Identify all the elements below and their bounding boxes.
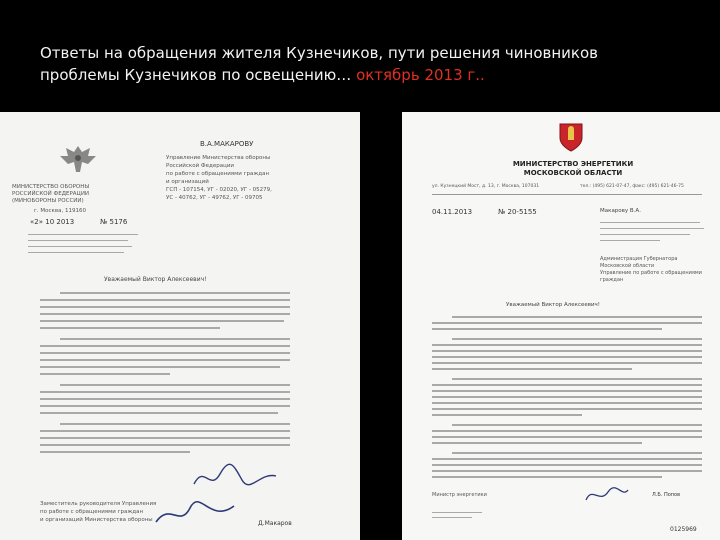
right-recipient-name: Макарову В.А. (600, 208, 641, 214)
slide-title-line2 (40, 64, 700, 86)
right-signature-scribble (582, 484, 632, 506)
slide-title-highlight: октябрь 2013 г.. (356, 66, 485, 84)
left-ref-line (28, 240, 128, 241)
left-ref-line (28, 234, 138, 235)
right-ministry-title (498, 160, 648, 178)
left-ref-number: № 5176 (100, 218, 128, 226)
left-sender-line: (МИНОБОРОНЫ РОССИИ) (12, 198, 84, 204)
left-signature-line: по работе с обращениями граждан (40, 509, 144, 515)
right-footer-line (432, 512, 482, 513)
right-governor-line: Московской области (600, 263, 655, 269)
moscow-region-coat-of-arms-icon (558, 122, 584, 152)
left-date: «2» 10 2013 (30, 218, 75, 226)
right-governor-line: граждан (600, 277, 624, 283)
left-signature-main (150, 498, 240, 530)
left-city: г. Москва, 119160 (34, 208, 86, 214)
left-signer: Д.Макаров (258, 520, 292, 527)
left-letter-scan (0, 112, 360, 540)
left-sender-block (12, 184, 89, 205)
left-ref-line (28, 252, 124, 253)
left-signature-block (40, 500, 156, 524)
left-signature-line: Заместитель руководителя Управления (40, 501, 157, 507)
slide-title-main: проблемы Кузнечиков по освещению… (40, 66, 357, 84)
right-header-divider (432, 194, 702, 195)
right-address: ул. Кузнецкий Мост, д. 13, г. Москва, 107031 (432, 184, 540, 189)
right-salutation: Уважаемый Виктор Алексеевич! (506, 302, 601, 308)
left-signature-scribble (190, 462, 280, 492)
left-recipient-line: по работе с обращениями граждан (166, 171, 270, 177)
right-signer: Л.Б. Попов (652, 492, 681, 498)
left-ref-line (28, 246, 132, 247)
left-sender-line: РОССИЙСКОЙ ФЕДЕРАЦИИ (12, 191, 90, 197)
right-governor-block (600, 256, 702, 284)
right-governor-line: Управление по работе с обращениями (600, 270, 702, 276)
left-recipient-name: В.А.МАКАРОВУ (200, 140, 254, 148)
left-recipient-line: Российской Федерации (166, 163, 234, 169)
left-recipient-line: УС - 40762, УГ - 49762, УГ - 09705 (166, 195, 263, 201)
right-phones: тел.: (495) 621-07-47, факс: (495) 621-46-75 (580, 184, 684, 189)
right-ref-number: № 20-5155 (498, 208, 537, 216)
left-recipient-block (166, 154, 272, 202)
slide-title-line1: Ответы на обращения жителя Кузнечиков, пути решения чиновников (40, 44, 599, 62)
double-eagle-emblem-icon (58, 142, 98, 178)
right-letter-scan (402, 112, 720, 540)
left-recipient-line: Управление Министерства обороны (166, 155, 271, 161)
left-signature-line: и организаций Министерства обороны (40, 517, 153, 523)
left-salutation: Уважаемый Виктор Алексеевич! (104, 276, 207, 283)
right-signer-title: Министр энергетики (432, 492, 487, 498)
slide-title (40, 42, 700, 86)
right-governor-line: Администрация Губернатора (600, 256, 678, 262)
right-doc-number: 0125969 (670, 526, 697, 533)
left-sender-line: МИНИСТЕРСТВО ОБОРОНЫ (12, 184, 90, 190)
left-recipient-line: и организаций (166, 179, 209, 185)
right-footer-line (432, 517, 472, 518)
right-ministry-title-line2: МОСКОВСКОЙ ОБЛАСТИ (523, 169, 623, 177)
left-recipient-line: ГСП - 107154, УГ - 02020, УГ - 05279, (166, 187, 272, 193)
right-date: 04.11.2013 (432, 208, 473, 216)
right-ministry-title-line1: МИНИСТЕРСТВО ЭНЕРГЕТИКИ (512, 160, 634, 168)
